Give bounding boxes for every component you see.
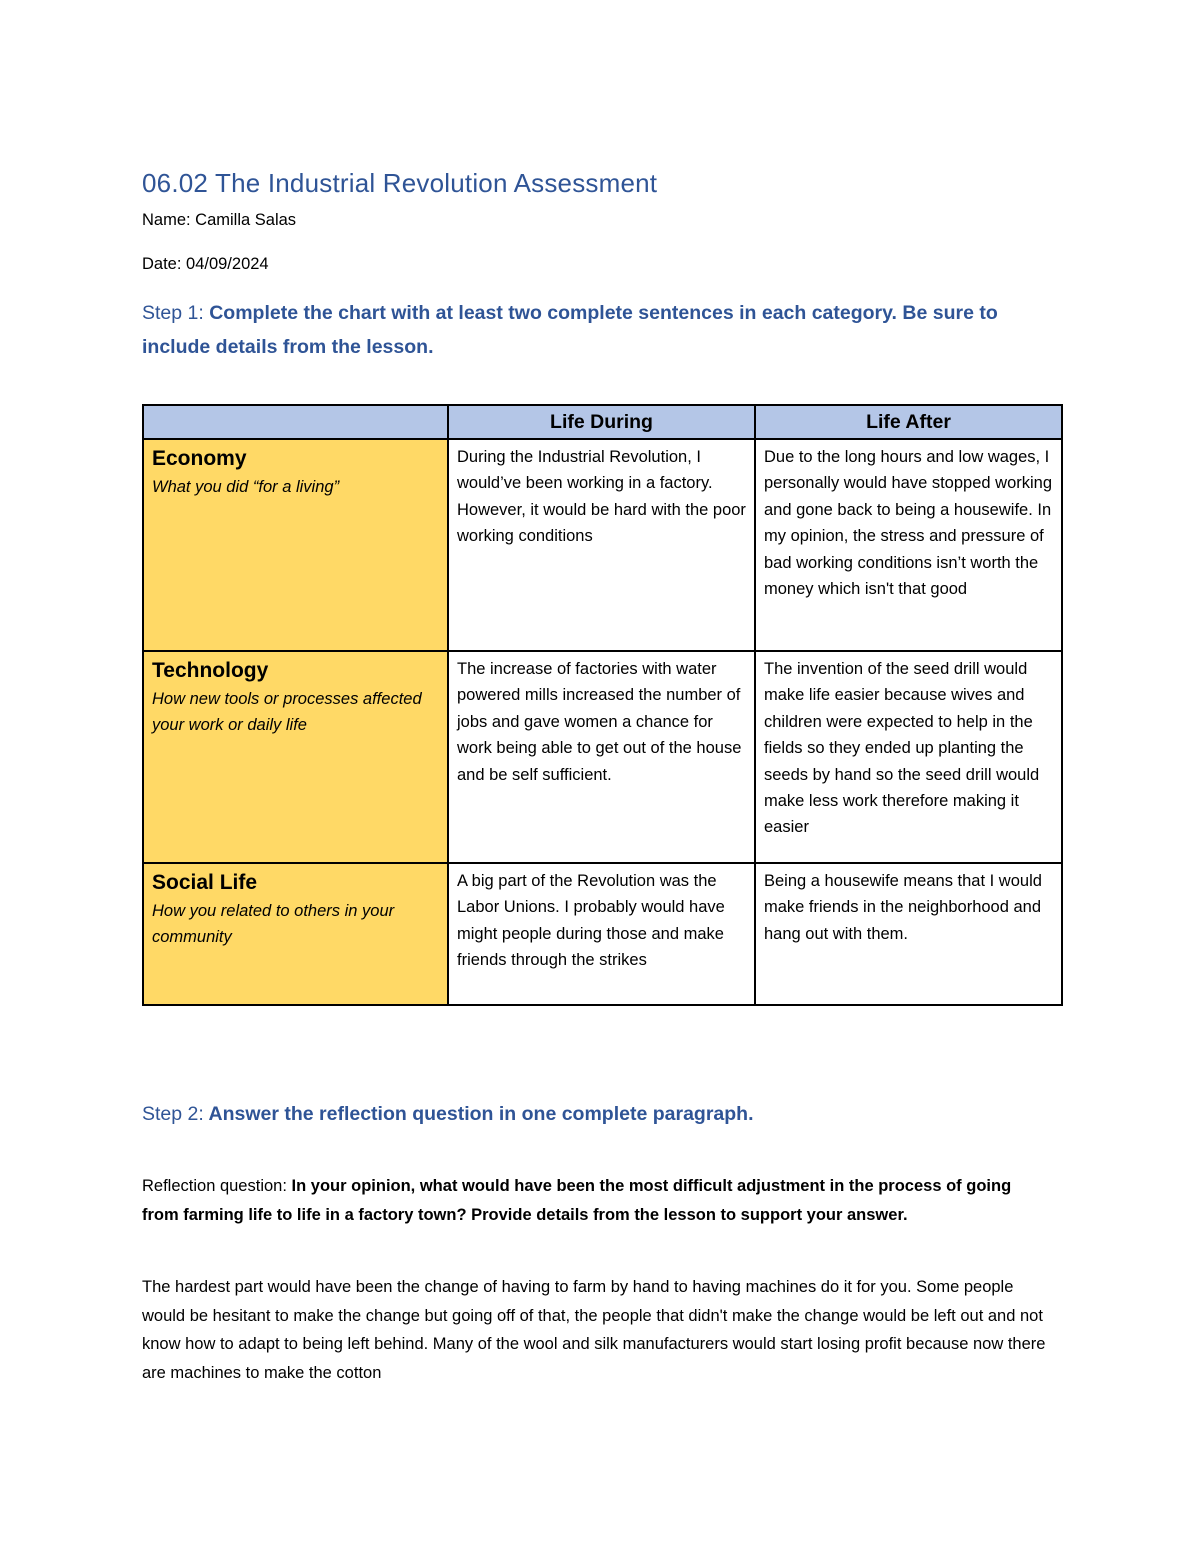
category-cell [143, 863, 448, 1005]
step-2-instruction [142, 1097, 1042, 1131]
category-description: How new tools or processes affected your work or daily life [152, 690, 422, 734]
life-after-cell: The invention of the seed drill would make life easier because wives and children were expected to help in the fields so they ended up planting the seeds by hand so the seed drill would make less work therefore making it easier [755, 651, 1062, 863]
life-during-cell: A big part of the Revolution was the Labor Unions. I probably would have might people during those and make friends through the strikes [448, 863, 755, 1005]
category-description: How you related to others in your community [152, 902, 395, 946]
step-1-text: Complete the chart with at least two complete sentences in each category. Be sure to include details from the lesson. [142, 302, 998, 358]
step-2-label: Step 2: [142, 1103, 204, 1125]
header-life-during: Life During [448, 405, 755, 439]
document-title: 06.02 The Industrial Revolution Assessment [142, 168, 658, 198]
reflection-answer: The hardest part would have been the change of having to farm by hand to having machines do it for you. Some people would be hesitant to make the change but going off of that, the people that didn't make the change would be left out and not know how to adapt to being left behind. Many of the wool and silk manufacturers would start losing profit because now there are machines to make the cotton [142, 1278, 1046, 1382]
category-title: Economy [152, 447, 247, 470]
chart-row-economy [143, 439, 1062, 651]
reflection-question [142, 1172, 1052, 1229]
step-2-text: Answer the reflection question in one complete paragraph. [208, 1103, 754, 1125]
life-after-cell: Being a housewife means that I would make friends in the neighborhood and hang out with them. [755, 863, 1062, 1005]
step-1-instruction [142, 296, 1042, 364]
step-1-label: Step 1: [142, 302, 204, 324]
chart-row-technology [143, 651, 1062, 863]
reflection-question-text: In your opinion, what would have been the most difficult adjustment in the process of going from farming life to life in a factory town? Provide details from the lesson to support your answer. [142, 1177, 1012, 1224]
life-after-cell: Due to the long hours and low wages, I personally would have stopped working and gone back to being a housewife. In my opinion, the stress and pressure of bad working conditions isn’t worth the money which isn't that good [755, 439, 1062, 651]
submission-date: Date: 04/09/2024 [142, 255, 269, 273]
life-during-cell: The increase of factories with water powered mills increased the number of jobs and gave women a chance for work being able to get out of the house and be self sufficient. [448, 651, 755, 863]
header-empty-cell [143, 405, 448, 439]
life-during-cell: During the Industrial Revolution, I would’ve been working in a factory. However, it would be hard with the poor working conditions [448, 439, 755, 651]
chart-row-social-life [143, 863, 1062, 1005]
category-description: What you did “for a living” [152, 478, 340, 496]
category-cell [143, 651, 448, 863]
comparison-chart [142, 404, 1063, 1006]
student-name: Name: Camilla Salas [142, 211, 297, 229]
reflection-label: Reflection question: [142, 1177, 287, 1195]
category-title: Technology [152, 659, 269, 682]
category-cell [143, 439, 448, 651]
category-title: Social Life [152, 871, 258, 894]
header-life-after: Life After [755, 405, 1062, 439]
chart-header-row [143, 405, 1062, 439]
